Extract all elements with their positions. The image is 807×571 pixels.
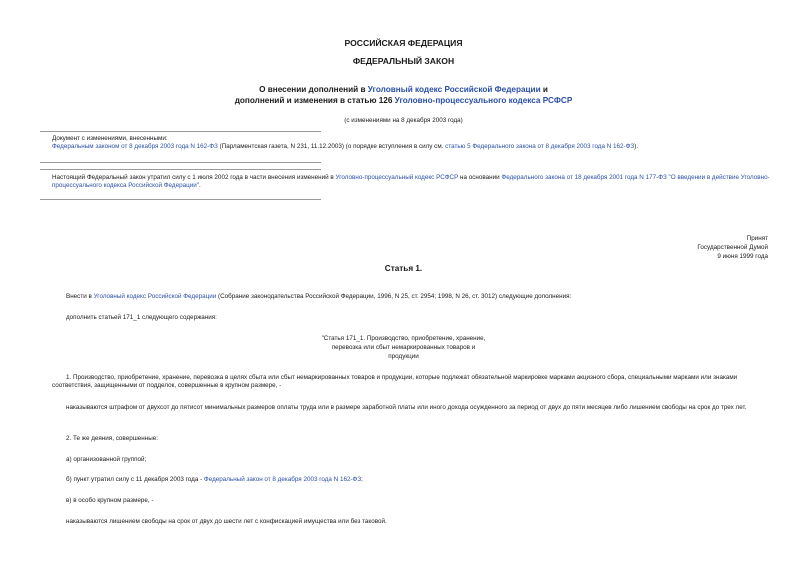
paragraph-link-criminal-code[interactable]: Уголовный кодекс Российской Федерации [93, 293, 217, 300]
note-link-law-162[interactable]: Федеральным законом от 8 декабря 2003 года N 162-ФЗ [52, 142, 218, 150]
quote-line: перевозка или сбыт немаркированных товаров и [331, 344, 476, 352]
divider [40, 162, 321, 163]
divider [40, 199, 321, 200]
note-link-procedural-code[interactable]: Уголовно-процессуальный кодекс РСФСР [335, 174, 459, 181]
paragraph-link-law-162[interactable]: Федеральный закон от 8 декабря 2003 года N 162-ФЗ [203, 476, 362, 483]
paragraph: а) организованной группой; [66, 456, 147, 463]
title-text: и [540, 85, 548, 94]
paragraph: 2. Те же деяния, совершенные: [66, 435, 158, 442]
divider [40, 169, 321, 170]
paragraph: дополнить статьей 171_1 следующего содержания: [66, 314, 217, 321]
paragraph [52, 476, 770, 484]
divider [40, 131, 321, 132]
paragraph-text: Внести в [66, 293, 94, 300]
note-intro: Документ с изменениями, внесенными: [52, 135, 168, 142]
paragraph: наказываются лишением свободы на срок от двух до шести лет с конфискацией имущества или без таковой. [66, 518, 387, 525]
article-171-1-heading [0, 334, 807, 361]
paragraph [52, 293, 770, 301]
article-heading: Статья 1. [384, 264, 423, 273]
adoption-info [697, 235, 768, 261]
paragraph: в) в особо крупном размере, - [66, 497, 154, 504]
note-text: Настоящий Федеральный закон утратил силу с 1 июля 2002 года в части внесения изменений в [52, 174, 336, 181]
paragraph-text: б) пункт утратил силу с 11 декабря 2003 года - [66, 476, 204, 483]
document-title [0, 85, 807, 107]
quote-line: "Статья 171_1. Производство, приобретение, хранение, [321, 335, 486, 342]
adoption-line: Принят [746, 235, 768, 242]
quote-line: продукции [388, 353, 419, 361]
header-country: РОССИЙСКАЯ ФЕДЕРАЦИЯ [344, 38, 463, 48]
header-law-type: ФЕДЕРАЛЬНЫЙ ЗАКОН [352, 56, 455, 66]
title-text: О внесении дополнений в [259, 85, 368, 94]
adoption-date: 9 июня 1999 года [717, 252, 768, 260]
title-link-procedural-code[interactable]: Уголовно-процессуального кодекса РСФСР [394, 95, 573, 105]
title-link-criminal-code[interactable]: Уголовный кодекс Российской Федерации [367, 85, 541, 94]
paragraph: наказываются штрафом от двухсот до пятисот минимальных размеров оплаты труда или в размере заработной платы или иного дохода осужденного за период от двух до пяти месяцев либо лишением свободы на срок до трех лет. [66, 404, 747, 411]
note-text: . [198, 181, 201, 189]
note-link-law-177[interactable]: Федерального закона от 18 декабря 2001 года N 177-ФЗ "О введении в действие Уголовно-процессуального кодекса Российской Федерации" [52, 174, 770, 189]
amendments-note [52, 135, 752, 151]
paragraph-text: (Собрание законодательства Российской Федерации, 1996, N 25, ст. 2954; 1998, N 26, ст. 3012) следующие дополнения: [216, 293, 572, 300]
note-text: на основании [458, 174, 502, 181]
adoption-line: Государственной Думой [697, 243, 768, 251]
note-text: ). [634, 142, 639, 150]
paragraph: 1. Производство, приобретение, хранение, перевозка в целях сбыта или сбыт немаркированных товаров и продукции, которые подлежат обязательной маркировке марками акцизного сбора, специальными марками или знаками соответствия, защищенными от подделок, совершенные в крупном размере, - [52, 374, 738, 389]
note-link-article-5[interactable]: статью 5 Федерального закона от 8 декабря 2003 года N 162-ФЗ [445, 142, 635, 150]
note-text: (Парламентская газета, N 231, 11.12.2003) (о порядке вступления в силу см. [217, 142, 446, 150]
paragraph-text: ; [361, 476, 363, 483]
repeal-note [52, 174, 772, 190]
title-text: дополнений и изменения в статью 126 [234, 95, 395, 105]
edition-note: (с изменениями на 8 декабря 2003 года) [344, 117, 463, 124]
